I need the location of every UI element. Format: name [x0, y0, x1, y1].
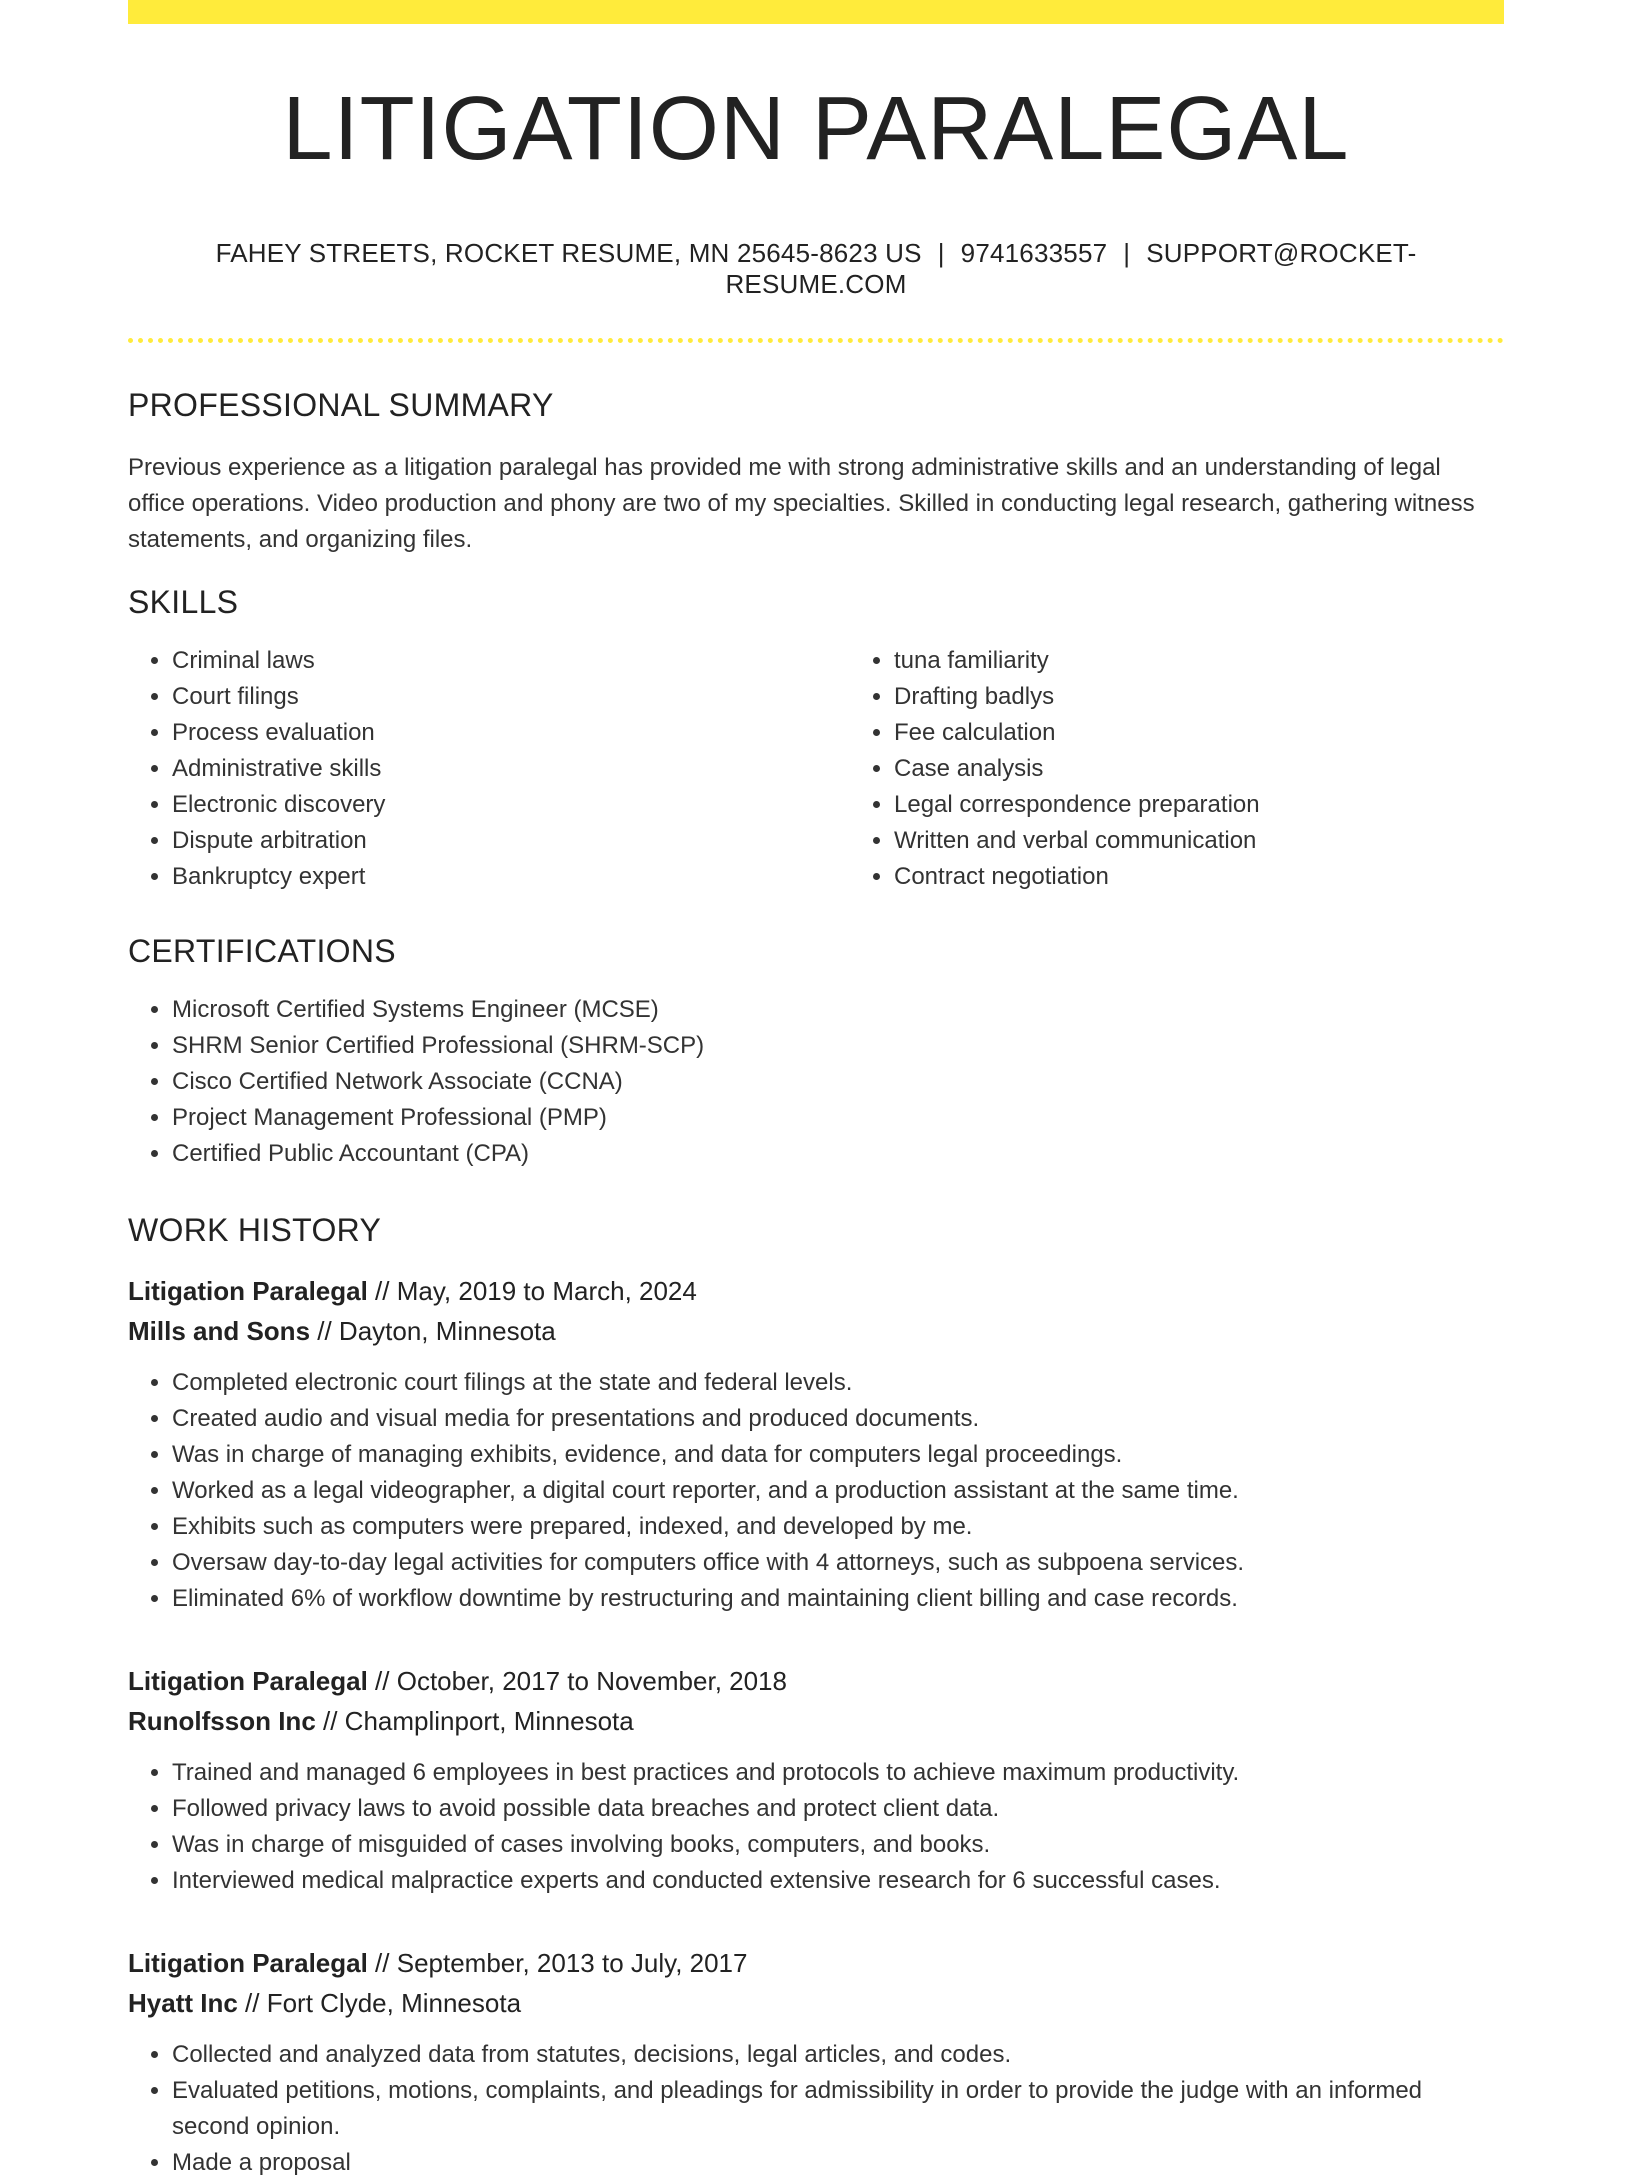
job-bullet: • Oversaw day-to-day legal activities for computers office with 4 attorneys, such as subpoena services.: [172, 1545, 1504, 1581]
job-company-line: [128, 1983, 1504, 2023]
resume-page: [128, 0, 1504, 2181]
job-bullet: • Was in charge of managing exhibits, evidence, and data for computers legal proceedings.: [172, 1437, 1504, 1473]
job-bullets: [128, 1365, 1504, 1617]
certification-item: • Certified Public Accountant (CPA): [172, 1136, 1504, 1172]
contact-email: SUPPORT@ROCKET-RESUME.COM: [725, 238, 1417, 299]
skill-item: • Case analysis: [894, 751, 1572, 787]
certification-item: • Project Management Professional (PMP): [172, 1100, 1504, 1136]
certifications-heading: CERTIFICATIONS: [128, 933, 396, 969]
job-company-line: [128, 1311, 1504, 1351]
skill-item: • Criminal laws: [172, 643, 850, 679]
resume-title: LITIGATION PARALEGAL: [282, 79, 1350, 179]
skill-item: • Electronic discovery: [172, 787, 850, 823]
job-bullet: • Was in charge of misguided of cases involving books, computers, and books.: [172, 1827, 1504, 1863]
job-dates: // September, 2013 to July, 2017: [367, 1948, 748, 1978]
contact-line: [128, 238, 1504, 300]
job-title-line: [128, 1271, 1504, 1311]
header-divider: [128, 338, 1504, 343]
certification-item: • Cisco Certified Network Associate (CCNA): [172, 1064, 1504, 1100]
job-location: // Dayton, Minnesota: [310, 1316, 556, 1346]
job-company-line: [128, 1701, 1504, 1741]
job-title: Litigation Paralegal: [128, 1276, 368, 1306]
job-location: // Champlinport, Minnesota: [315, 1706, 634, 1736]
accent-top-bar: [128, 0, 1504, 24]
job-bullet: • Exhibits such as computers were prepared, indexed, and developed by me.: [172, 1509, 1504, 1545]
job-company: Runolfsson Inc: [128, 1706, 316, 1736]
skill-item: • Court filings: [172, 679, 850, 715]
job-entry: [128, 1271, 1504, 1617]
summary-text: Previous experience as a litigation paralegal has provided me with strong administrative skills and an understanding of legal office operations. Video production and phony are two of my specialties. Skilled in conducting legal research, gathering witness statements, and organizing files.: [128, 454, 1475, 553]
contact-address: FAHEY STREETS, ROCKET RESUME, MN 25645-8623 US: [215, 238, 922, 268]
job-title: Litigation Paralegal: [128, 1666, 368, 1696]
skill-item: • Written and verbal communication: [894, 823, 1572, 859]
job-bullet: • Evaluated petitions, motions, complaints, and pleadings for admissibility in order to provide the judge with an informed second opinion.: [172, 2073, 1504, 2145]
job-location: // Fort Clyde, Minnesota: [237, 1988, 522, 2018]
skills-column-left: [128, 643, 850, 895]
job-dates: // May, 2019 to March, 2024: [367, 1276, 697, 1306]
skill-item: • Contract negotiation: [894, 859, 1572, 895]
skills-column-right: [850, 643, 1572, 895]
contact-separator: |: [937, 238, 945, 268]
skill-item: • Dispute arbitration: [172, 823, 850, 859]
skill-item: • Bankruptcy expert: [172, 859, 850, 895]
job-bullet: • Completed electronic court filings at the state and federal levels.: [172, 1365, 1504, 1401]
job-company: Mills and Sons: [128, 1316, 311, 1346]
job-dates: // October, 2017 to November, 2018: [367, 1666, 787, 1696]
certification-item: • Microsoft Certified Systems Engineer (MCSE): [172, 992, 1504, 1028]
work-history-heading: WORK HISTORY: [128, 1212, 382, 1248]
work-history-list: [128, 1271, 1504, 2181]
contact-separator: |: [1123, 238, 1131, 268]
job-title-line: [128, 1661, 1504, 1701]
skill-item: • tuna familiarity: [894, 643, 1572, 679]
job-bullet: • Interviewed medical malpractice experts and conducted extensive research for 6 successful cases.: [172, 1863, 1504, 1899]
job-bullet: • Eliminated 6% of workflow downtime by restructuring and maintaining client billing and case records.: [172, 1581, 1504, 1617]
job-title-line: [128, 1943, 1504, 1983]
skill-item: • Drafting badlys: [894, 679, 1572, 715]
job-entry: [128, 1661, 1504, 1899]
job-entry: [128, 1943, 1504, 2181]
job-bullet: • Trained and managed 6 employees in best practices and protocols to achieve maximum productivity.: [172, 1755, 1504, 1791]
skill-item: • Administrative skills: [172, 751, 850, 787]
contact-phone: 9741633557: [960, 238, 1108, 268]
certifications-list: [128, 992, 1504, 1172]
skill-item: • Legal correspondence preparation: [894, 787, 1572, 823]
skill-item: • Process evaluation: [172, 715, 850, 751]
job-bullet: • Made a proposal: [172, 2145, 1504, 2181]
job-bullet: • Created audio and visual media for presentations and produced documents.: [172, 1401, 1504, 1437]
job-company: Hyatt Inc: [128, 1988, 238, 2018]
job-bullets: [128, 2037, 1504, 2181]
job-bullet: • Followed privacy laws to avoid possible data breaches and protect client data.: [172, 1791, 1504, 1827]
summary-heading: PROFESSIONAL SUMMARY: [128, 387, 554, 423]
job-bullets: [128, 1755, 1504, 1899]
skill-item: • Fee calculation: [894, 715, 1572, 751]
job-bullet: • Worked as a legal videographer, a digital court reporter, and a production assistant at the same time.: [172, 1473, 1504, 1509]
job-title: Litigation Paralegal: [128, 1948, 368, 1978]
skills-list: [128, 643, 1504, 895]
job-bullet: • Collected and analyzed data from statutes, decisions, legal articles, and codes.: [172, 2037, 1504, 2073]
certification-item: • SHRM Senior Certified Professional (SHRM-SCP): [172, 1028, 1504, 1064]
skills-heading: SKILLS: [128, 584, 239, 620]
